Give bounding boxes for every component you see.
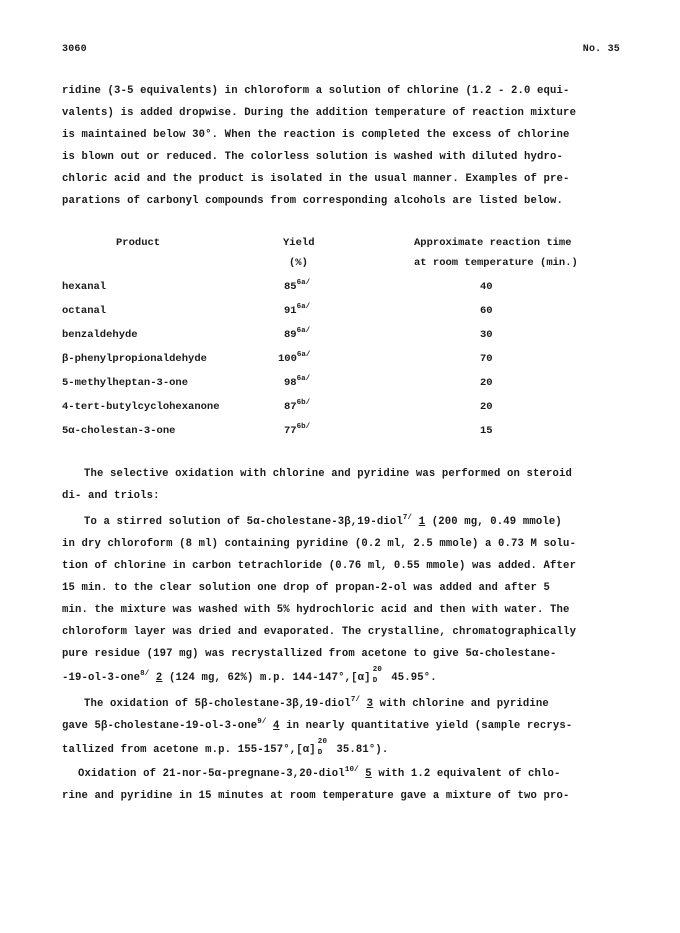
table-cell-time: 70: [480, 353, 493, 365]
table-cell-time: 20: [480, 401, 493, 413]
text: To a stirred solution of 5α-cholestane-3β,19-diol: [84, 516, 403, 528]
text: The oxidation of 5β-cholestane-3β,19-diol: [84, 698, 351, 710]
sodium-d-line: D: [372, 677, 378, 685]
reference-marker: 7/: [402, 514, 413, 522]
optical-rotation-conditions: [316, 738, 330, 757]
table-cell-yield: [284, 376, 310, 390]
optical-rotation-conditions: [371, 666, 385, 685]
yield-value: 100: [278, 353, 297, 365]
page-number: 3060: [62, 44, 87, 55]
table-header-yield: Yield: [283, 237, 315, 249]
reference-marker: 10/: [344, 766, 359, 774]
yield-value: 91: [284, 305, 297, 317]
sodium-d-line: D: [317, 749, 323, 757]
table-header-yield-unit: (%): [289, 257, 308, 269]
reference-marker: 9/: [257, 718, 267, 726]
text: gave 5β-cholestane-19-ol-3-one: [62, 720, 258, 732]
text: in nearly quantitative yield (sample recrys-: [286, 720, 573, 732]
table-cell-time: 60: [480, 305, 493, 317]
table-cell-product: hexanal: [62, 281, 107, 293]
table-cell-yield: [284, 280, 310, 294]
paragraph-1-line-6: parations of carbonyl compounds from corresponding alcohols are listed below.: [62, 195, 564, 207]
paragraph-1-line-5: chloric acid and the product is isolated in the usual manner. Examples of pre-: [62, 173, 570, 185]
compound-number: 4: [273, 720, 280, 732]
table-cell-time: 15: [480, 425, 493, 437]
paragraph-5-line-2: rine and pyridine in 15 minutes at room temperature gave a mixture of two pro-: [62, 790, 570, 802]
table-cell-time: 20: [480, 377, 493, 389]
paragraph-3-line-2: in dry chloroform (8 ml) containing pyridine (0.2 ml, 2.5 mmole) a 0.73 M solu-: [62, 538, 577, 550]
paragraph-3-line-5: min. the mixture was washed with 5% hydrochloric acid and then with water. The: [62, 604, 570, 616]
table-cell-time: 30: [480, 329, 493, 341]
paragraph-2-line-2: di- and triols:: [62, 490, 160, 502]
yield-value: 98: [284, 377, 297, 389]
paragraph-4-line-3: [62, 738, 389, 757]
table-cell-product: 5α-cholestan-3-one: [62, 425, 176, 437]
paragraph-3-line-7: pure residue (197 mg) was recrystallized from acetone to give 5α-cholestane-: [62, 648, 557, 660]
table-cell-time: 40: [480, 281, 493, 293]
paragraph-4-line-2: [62, 719, 572, 733]
text: -19-ol-3-one: [62, 672, 141, 684]
reference-marker: 6a/: [296, 279, 311, 287]
table-header-time: Approximate reaction time: [414, 237, 572, 249]
reference-marker: 6b/: [296, 423, 311, 431]
table-cell-product: 4-tert-butylcyclohexanone: [62, 401, 220, 413]
paragraph-3-line-3: tion of chlorine in carbon tetrachloride (0.76 ml, 0.55 mmole) was added. After: [62, 560, 577, 572]
paragraph-5-line-1: [78, 767, 561, 781]
paragraph-3-line-4: 15 min. to the clear solution one drop of propan-2-ol was added and after 5: [62, 582, 551, 594]
paragraph-2-line-1: The selective oxidation with chlorine and pyridine was performed on steroid: [84, 468, 573, 480]
table-cell-yield: [284, 400, 310, 414]
paragraph-3-line-8: [62, 666, 437, 685]
reference-marker: 6a/: [296, 375, 311, 383]
reference-marker: 6b/: [296, 399, 311, 407]
yield-value: 89: [284, 329, 297, 341]
temperature: 20: [317, 738, 328, 746]
text: (200 mg, 0.49 mmole): [431, 516, 562, 528]
text: (124 mg, 62%) m.p. 144-147°,[α]: [168, 672, 371, 684]
table-cell-product: benzaldehyde: [62, 329, 138, 341]
compound-number: 5: [365, 768, 372, 780]
reference-marker: 7/: [350, 696, 361, 704]
table-cell-product: β-phenylpropionaldehyde: [62, 353, 207, 365]
reference-marker: 6a/: [296, 303, 311, 311]
paragraph-4-line-1: [84, 697, 549, 711]
temperature: 20: [372, 666, 382, 674]
paragraph-3-line-1: [84, 515, 562, 529]
table-header-time-unit: at room temperature (min.): [414, 257, 578, 269]
reference-marker: 6a/: [296, 327, 311, 335]
paragraph-1-line-4: is blown out or reduced. The colorless solution is washed with diluted hydro-: [62, 151, 564, 163]
paragraph-1-line-1: ridine (3-5 equivalents) in chloroform a solution of chlorine (1.2 - 2.0 equi-: [62, 85, 570, 97]
journal-issue: No. 35: [582, 44, 620, 55]
paragraph-1-line-2: valents) is added dropwise. During the addition temperature of reaction mixture: [62, 107, 577, 119]
compound-number: 3: [366, 698, 374, 710]
compound-number: 2: [155, 672, 163, 684]
table-cell-product: octanal: [62, 305, 107, 317]
table-cell-yield: [284, 328, 310, 342]
table-cell-yield: [284, 424, 310, 438]
table-cell-yield: [284, 304, 310, 318]
text: tallized from acetone m.p. 155-157°,[α]: [62, 744, 316, 756]
table-cell-yield: [278, 352, 310, 366]
yield-value: 87: [284, 401, 297, 413]
reference-marker: 6a/: [296, 351, 311, 359]
paragraph-3-line-6: chloroform layer was dried and evaporated. The crystalline, chromatographically: [62, 626, 577, 638]
text: with 1.2 equivalent of chlo-: [378, 768, 561, 780]
text: with chlorine and pyridine: [379, 698, 549, 710]
text: 45.95°.: [391, 672, 437, 684]
yield-value: 77: [284, 425, 297, 437]
yield-value: 85: [284, 281, 297, 293]
reference-marker: 8/: [140, 670, 150, 678]
table-header-product: Product: [116, 237, 161, 249]
compound-number: 1: [418, 516, 426, 528]
text: Oxidation of 21-nor-5α-pregnane-3,20-diol: [78, 768, 345, 780]
text: 35.81°).: [336, 744, 389, 756]
table-cell-product: 5-methylheptan-3-one: [62, 377, 189, 389]
paragraph-1-line-3: is maintained below 30°. When the reaction is completed the excess of chlorine: [62, 129, 570, 141]
